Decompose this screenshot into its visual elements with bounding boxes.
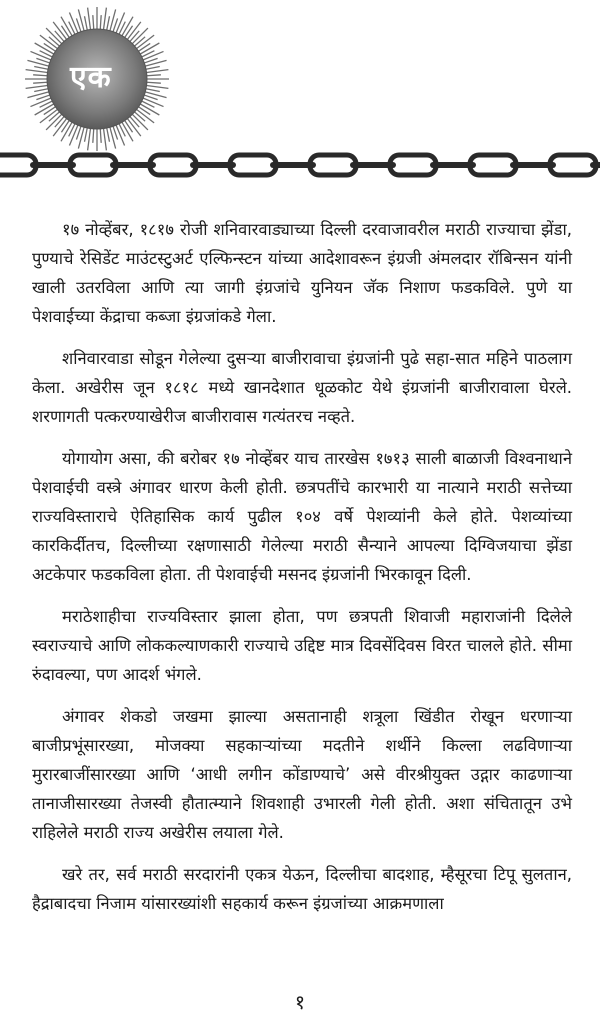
chapter-body <box>32 215 572 931</box>
chain-divider <box>0 148 600 182</box>
chapter-title: एक <box>70 60 112 95</box>
paragraph: मराठेशाहीचा राज्यविस्तार झाला होता, पण छत्रपती शिवाजी महाराजांनी दिलेले स्वराज्याचे आणि लोककल्याणकारी राज्याचे उद्दिष्ट मात्र दिवसेंदिवस विरत चालले होते. सीमा रुंदावल्या, पण आदर्श भंगले. <box>32 607 572 684</box>
paragraph: खरे तर, सर्व मराठी सरदारांनी एकत्र येऊन, दिल्लीचा बादशाह, म्हैसूरचा टिपू सुलतान, हैद्राबादचा निजाम यांसारख्यांशी सहकार्य करून इंग्रजांच्या आक्रमणाला <box>32 865 572 913</box>
chain-links-icon <box>0 148 600 182</box>
paragraph: योगायोग असा, की बरोबर १७ नोव्हेंबर याच तारखेस १७१३ साली बाळाजी विश्वनाथाने पेशवाईची वस्त्रे अंगावर धारण केली होती. छत्रपतींचे कारभारी या नात्याने मराठी सत्तेच्या राज्यविस्ताराचे ऐतिहासिक कार्य पुढील १०४ वर्षे पेशव्यांनी केले होते. पेशव्यांच्या कारकिर्दीतच, दिल्लीच्या रक्षणासाठी गेलेल्या मराठी सैन्याने आपल्या दिग्विजयाचा झेंडा अटकेपार फडकविला होता. ती पेशवाईची मसनद इंग्रजांनी भिरकावून दिली. <box>32 449 572 584</box>
page-number: १ <box>294 990 306 1014</box>
paragraph: १७ नोव्हेंबर, १८१७ रोजी शनिवारवाड्याच्या दिल्ली दरवाजावरील मराठी राज्याचा झेंडा, पुण्याचे रेसिडेंट माउंटस्टुअर्ट एल्फिन्स्टन यांच्या आदेशावरून इंग्रजी अंमलदार रॉबिन्सन यांनी खाली उतरविला आणि त्या जागी इंग्रजांचे युनियन जॅक निशाण फडकविले. पुणे या पेशवाईच्या केंद्राचा कब्जा इंग्रजांकडे गेला. <box>32 220 572 326</box>
paragraph: अंगावर शेकडो जखमा झाल्या असतानाही शत्रूला खिंडीत रोखून धरणाऱ्या बाजीप्रभूंसारख्या, मोजक्या सहकाऱ्यांच्या मदतीने शर्थीने किल्ला लढविणाऱ्या मुरारबाजींसारख्या आणि ‘आधी लगीन कोंडाण्याचे’ असे वीरश्रीयुक्त उद्गार काढणाऱ्या तानाजीसारख्या तेजस्वी हौतात्म्याने शिवशाही उभारली गेली होती. अशा संचितातून उभे राहिलेले मराठी राज्य अखेरीस लयाला गेले. <box>32 707 572 842</box>
paragraph: शनिवारवाडा सोडून गेलेल्या दुसऱ्या बाजीरावाचा इंग्रजांनी पुढे सहा-सात महिने पाठलाग केला. अखेरीस जून १८१८ मध्ये खानदेशात धूळकोट येथे इंग्रजांनी बाजीरावाला घेरले. शरणागती पत्करण्याखेरीज बाजीरावास गत्यंतरच नव्हते. <box>32 349 572 426</box>
